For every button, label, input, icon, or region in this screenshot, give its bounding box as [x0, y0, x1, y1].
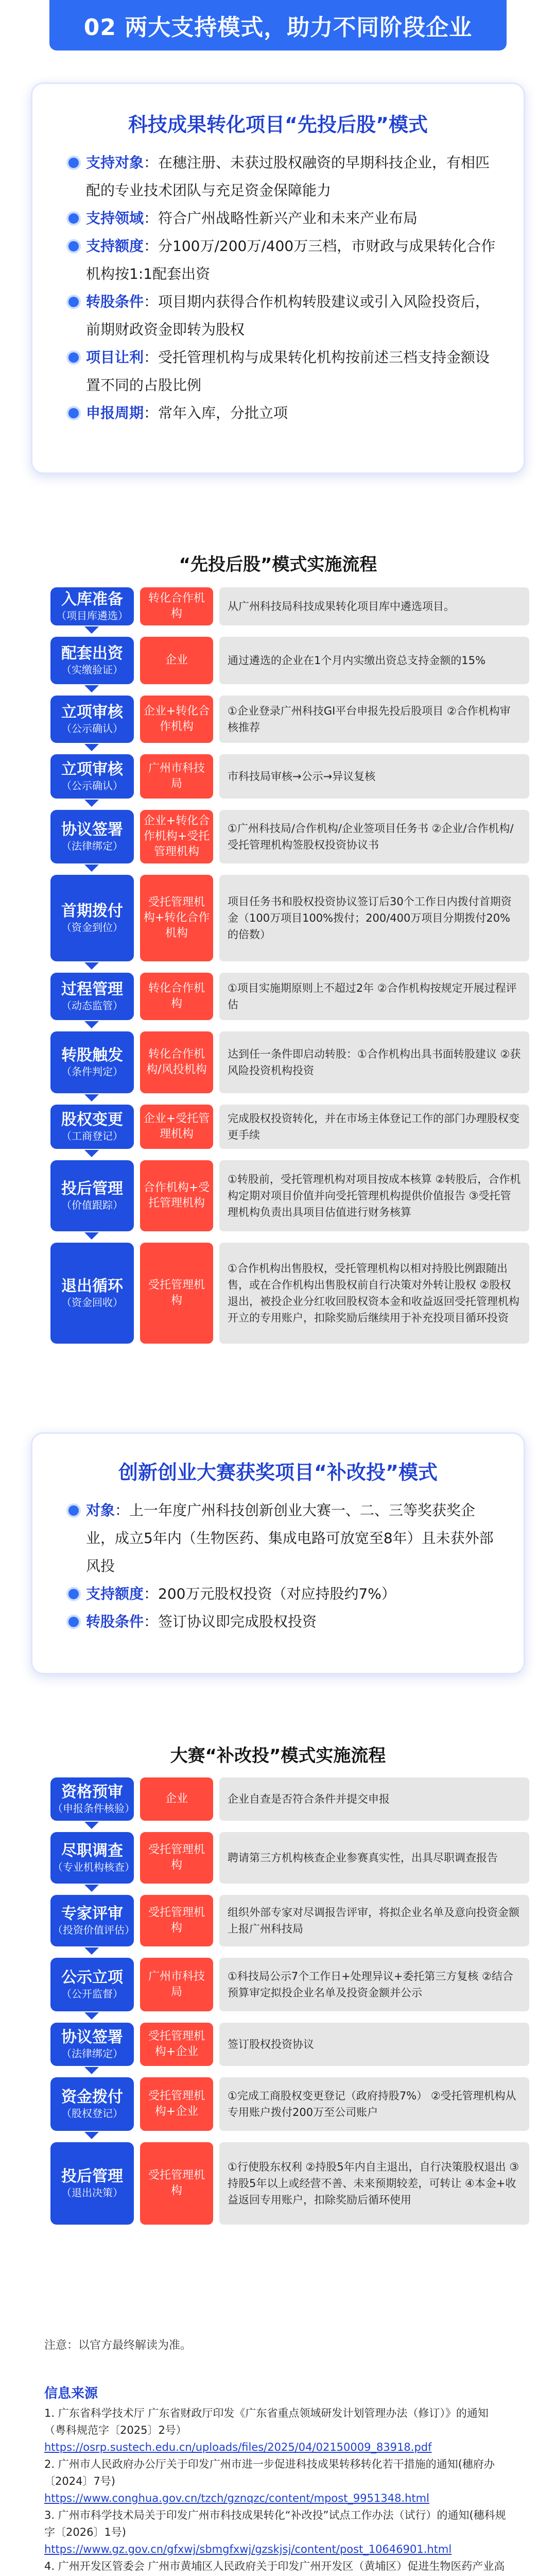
flow-step-row — [50, 810, 529, 863]
flow2-title: 大赛“补改投”模式实施流程 — [170, 1745, 386, 1766]
step-subtitle: （投资价值评估） — [53, 1924, 135, 1936]
flow-step-actor: 企业+转化合作机构+受托管理机构 — [140, 810, 213, 863]
flow-step-row — [50, 875, 529, 961]
flow-arrow-icon — [84, 1150, 99, 1157]
flow-arrow-icon — [84, 2012, 99, 2020]
flow-step-description: 达到任一条件即启动转股：①合作机构出具书面转股建议 ②获风险投资机构投资 — [219, 1031, 529, 1093]
flow-step-row — [50, 2077, 529, 2131]
step-subtitle: （工商登记） — [61, 1130, 123, 1142]
flow-step-row — [50, 1777, 529, 1821]
flow-step-badge — [50, 875, 134, 961]
flow-arrow-icon — [84, 962, 99, 970]
flow-step-badge — [50, 1832, 134, 1884]
flow-step-description: 企业自查是否符合条件并提交申报 — [219, 1777, 529, 1821]
flow-step-description: ①企业登录广州科技GI平台申报先投后股项目 ②合作机构审核推荐 — [219, 696, 529, 743]
card-title: 创新创业大赛获奖项目“补改投”模式 — [118, 1461, 438, 1484]
sources-list — [44, 2405, 508, 2576]
flow-arrow-icon — [84, 2067, 99, 2074]
step-subtitle: （公开监督） — [61, 1988, 123, 2000]
flow-step-row — [50, 1105, 529, 1149]
flow-step-badge — [50, 2077, 134, 2131]
step-subtitle: （申报条件核验） — [53, 1802, 135, 1815]
bullet-text: ：符合广州战略性新兴产业和未来产业布局 — [144, 210, 418, 227]
source-link[interactable]: https://www.conghua.gov.cn/tzch/gznqzc/content/mpost_9951348.html — [44, 2492, 429, 2504]
card-award-invest — [31, 1432, 525, 1674]
step-subtitle: （专业机构核查） — [53, 1861, 135, 1873]
step-subtitle: （法律绑定） — [61, 840, 123, 852]
flow-step-row — [50, 1160, 529, 1231]
flow-step-badge — [50, 973, 134, 1020]
source-text: 3. 广州市科学技术局关于印发广州市科技成果转化“补改投”试点工作办法（试行）的通知(穗科规字〔2026〕1号) — [44, 2509, 506, 2538]
flow-step-badge — [50, 2142, 134, 2225]
flow-step-actor: 企业 — [140, 1777, 213, 1821]
flow-step-badge — [50, 754, 134, 799]
flow-step-description: ①转股前，受托管理机构对项目按成本核算 ②转股后，合作机构定期对项目价值并向受托管理机构提供价值报告 ③受托管理机构负责出具项目估值进行财务核算 — [219, 1160, 529, 1231]
flow-arrow-icon — [84, 2132, 99, 2139]
step-subtitle: （实缴验证） — [61, 664, 123, 676]
step-name: 配套出资 — [61, 645, 123, 663]
step-subtitle: （资金到位） — [61, 921, 123, 934]
card-title: 科技成果转化项目“先投后股”模式 — [128, 113, 428, 136]
bullet-list — [68, 1497, 503, 1636]
step-subtitle: （股权登记） — [61, 2107, 123, 2120]
step-name: 转股触发 — [61, 1046, 123, 1064]
flow-step-badge — [50, 2023, 134, 2066]
sources-title: 信息来源 — [44, 2386, 98, 2401]
bullet-item — [68, 149, 503, 205]
flow-arrow-icon — [84, 1947, 99, 1955]
step-subtitle: （公示确认） — [61, 779, 123, 792]
bullet-item — [68, 1497, 503, 1580]
bullet-key: 申报周期 — [86, 404, 144, 421]
bullet-key: 支持对象 — [86, 154, 144, 171]
step-name: 专家评审 — [61, 1905, 123, 1923]
step-name: 公示立项 — [61, 1969, 123, 1987]
step-name: 立项审核 — [61, 760, 123, 778]
flow-arrow-icon — [84, 1021, 99, 1028]
flow-step-row — [50, 1958, 529, 2011]
bullet-key: 转股条件 — [86, 1613, 144, 1630]
bullet-item — [68, 232, 503, 288]
bullet-item — [68, 205, 503, 232]
flow-step-row — [50, 2023, 529, 2066]
flow-step-description: ①科技局公示7个工作日+处理异议+委托第三方复核 ②结合预算审定拟投企业名单及投资金额并公示 — [219, 1958, 529, 2011]
disclaimer-note: 注意：以官方最终解读为准。 — [44, 2339, 192, 2352]
flow-step-actor: 受托管理机构 — [140, 1895, 213, 1946]
flow-step-actor: 受托管理机构 — [140, 2142, 213, 2225]
flow-step-row — [50, 973, 529, 1020]
bullet-key: 支持额度 — [86, 238, 144, 255]
bullet-text: ：受托管理机构与成果转化机构按前述三档支持金额设置不同的占股比例 — [86, 349, 490, 394]
flow-step-row — [50, 587, 529, 625]
step-subtitle: （法律绑定） — [61, 2047, 123, 2060]
bullet-item — [68, 1608, 503, 1636]
source-text: 4. 广州开发区管委会 广州市黄埔区人民政府关于印发广州开发区（黄埔区）促进生物医药产业高 — [44, 2560, 505, 2572]
flow-arrow-icon — [84, 1822, 99, 1829]
flow-step-description: ①完成工商股权变更登记（政府持股7%） ②受托管理机构从专用账户拨付200万至公司账户 — [219, 2077, 529, 2131]
flow-step-row — [50, 637, 529, 684]
card-first-invest — [31, 82, 525, 474]
flow-step-actor: 企业 — [140, 637, 213, 684]
section-banner — [49, 0, 507, 50]
banner-title: 02 两大支持模式，助力不同阶段企业 — [83, 14, 473, 41]
flow-step-actor: 广州市科技局 — [140, 1958, 213, 2011]
bullet-item — [68, 288, 503, 344]
flow-step-description: 项目任务书和股权投资协议签订后30个工作日内拨付首期资金（100万项目100%拨付；200/400万项目分期拨付20%的倍数） — [219, 875, 529, 961]
flow-step-description: 从广州科技局科技成果转化项目库中遴选项目。 — [219, 587, 529, 625]
flow-step-actor: 受托管理机构+企业 — [140, 2077, 213, 2131]
source-link[interactable]: https://osrp.sustech.edu.cn/uploads/files/2025/04/02150009_83918.pdf — [44, 2441, 432, 2453]
flow-step-description: 签订股权投资协议 — [219, 2023, 529, 2066]
step-name: 协议签署 — [61, 821, 123, 839]
bullet-key: 转股条件 — [86, 293, 144, 310]
flow-arrow-icon — [84, 1094, 99, 1101]
bullet-text: ：常年入库，分批立项 — [144, 404, 288, 421]
flow-step-description: ①行使股东权利 ②持股5年内自主退出，自行决策股权退出 ③持股5年以上或经营不善、未来预期较差，可转让 ④本金+收益返回专用账户，扣除奖励后循环使用 — [219, 2142, 529, 2225]
flow-step-description: 通过遴选的企业在1个月内实缴出资总支持金额的15% — [219, 637, 529, 684]
step-name: 尽职调查 — [61, 1842, 123, 1860]
flow-arrow-icon — [84, 744, 99, 751]
bullet-key: 项目让利 — [86, 349, 144, 366]
bullet-item — [68, 1580, 503, 1608]
flow-step-actor: 受托管理机构+企业 — [140, 2023, 213, 2066]
flow-step-badge — [50, 587, 134, 625]
step-name: 立项审核 — [61, 703, 123, 721]
flow-step-row — [50, 1895, 529, 1946]
flow-step-actor: 转化合作机构 — [140, 973, 213, 1020]
flow-step-description: 完成股权投资转化，并在市场主体登记工作的部门办理股权变更手续 — [219, 1105, 529, 1149]
bullet-list — [68, 149, 503, 427]
flow-arrow-icon — [84, 800, 99, 807]
step-subtitle: （价值跟踪） — [61, 1199, 123, 1211]
flow-step-row — [50, 696, 529, 743]
flow-step-badge — [50, 1031, 134, 1093]
flow-step-badge — [50, 810, 134, 863]
flow-step-badge — [50, 1160, 134, 1231]
flow-arrow-icon — [84, 1885, 99, 1892]
step-name: 退出循环 — [61, 1277, 123, 1295]
flow-step-description: 聘请第三方机构核查企业参赛真实性，出具尽职调查报告 — [219, 1832, 529, 1884]
step-name: 资格预审 — [61, 1783, 123, 1801]
step-name: 过程管理 — [61, 980, 123, 998]
step-name: 首期拨付 — [61, 902, 123, 920]
bullet-text: ：在穗注册、未获过股权融资的早期科技企业，有相匹配的专业技术团队与充足资金保障能力 — [86, 154, 490, 199]
step-name: 投后管理 — [61, 2167, 123, 2185]
bullet-key: 支持领域 — [86, 210, 144, 227]
bullet-text: ：签订协议即完成股权投资 — [144, 1613, 317, 1630]
step-subtitle: （条件判定） — [61, 1065, 123, 1078]
source-text: 1. 广东省科学技术厅 广东省财政厅印发《广东省重点领域研发计划管理办法（修订）》的通知（粤科规范字〔2025〕2号） — [44, 2407, 489, 2436]
flow-step-description: 组织外部专家对尽调报告评审，将拟企业名单及意向投资金额上报广州科技局 — [219, 1895, 529, 1946]
bullet-key: 对象 — [86, 1502, 115, 1519]
flow-step-description: ①合作机构出售股权，受托管理机构以相对持股比例跟随出售，或在合作机构出售股权前自行决策对外转让股权 ②股权退出，被投企业分红收回股权资本金和收益返回受托管理机构开立的专用账户，扣除奖励后继续用于补充投项目循环投资 — [219, 1243, 529, 1344]
flow-step-badge — [50, 1105, 134, 1149]
flow-step-badge — [50, 1243, 134, 1344]
flow-step-actor: 转化合作机构 — [140, 587, 213, 625]
flow-step-description: ①项目实施期原则上不超过2年 ②合作机构按规定开展过程评估 — [219, 973, 529, 1020]
flow-arrow-icon — [84, 865, 99, 872]
flow-step-badge — [50, 1777, 134, 1821]
bullet-text: ：200万元股权投资（对应持股约7%） — [144, 1585, 396, 1602]
flow-step-actor: 企业+转化合作机构 — [140, 696, 213, 743]
step-subtitle: （退出决策） — [61, 2187, 123, 2199]
flow-step-actor: 合作机构+受托管理机构 — [140, 1160, 213, 1231]
step-name: 资金拨付 — [61, 2088, 123, 2106]
flow-step-row — [50, 1031, 529, 1093]
flow-step-row — [50, 1832, 529, 1884]
step-subtitle: （项目库遴选） — [56, 609, 128, 622]
flow-step-badge — [50, 637, 134, 684]
step-subtitle: （公示确认） — [61, 722, 123, 735]
flow-step-row — [50, 2142, 529, 2225]
flow-step-description: ①广州科技局/合作机构/企业签项目任务书 ②企业/合作机构/受托管理机构签股权投资协议书 — [219, 810, 529, 863]
flow-step-actor: 企业+受托管理机构 — [140, 1105, 213, 1149]
source-link[interactable]: https://www.gz.gov.cn/gfxwj/sbmgfxwj/gzskjsj/content/post_10646901.html — [44, 2543, 452, 2555]
flow-step-actor: 受托管理机构+转化合作机构 — [140, 875, 213, 961]
flow-arrow-icon — [84, 1232, 99, 1240]
flow-arrow-icon — [84, 685, 99, 692]
source-text: 2. 广州市人民政府办公厅关于印发广州市进一步促进科技成果转移转化若干措施的通知(穗府办〔2024〕7号) — [44, 2458, 495, 2487]
bullet-item — [68, 399, 503, 427]
source-item — [44, 2456, 508, 2507]
flow-step-badge — [50, 696, 134, 743]
step-name: 入库准备 — [61, 590, 123, 608]
source-item — [44, 2558, 508, 2576]
bullet-item — [68, 344, 503, 399]
bullet-text: ：上一年度广州科技创新创业大赛一、二、三等奖获奖企业，成立5年内（生物医药、集成电路可放宽至8年）且未获外部风投 — [86, 1502, 494, 1574]
flow-step-badge — [50, 1895, 134, 1946]
flow-step-row — [50, 754, 529, 799]
bullet-text: ：分100万/200万/400万三档，市财政与成果转化合作机构按1:1配套出资 — [86, 238, 496, 282]
source-item — [44, 2405, 508, 2456]
flow1-title: “先投后股”模式实施流程 — [179, 554, 377, 575]
flow-step-description: 市科技局审核→公示→异议复核 — [219, 754, 529, 799]
flow-step-actor: 受托管理机构 — [140, 1832, 213, 1884]
flow-step-row — [50, 1243, 529, 1344]
flow-step-actor: 广州市科技局 — [140, 754, 213, 799]
source-item — [44, 2507, 508, 2558]
step-subtitle: （动态监管） — [61, 999, 123, 1012]
bullet-text: ：项目期内获得合作机构转股建议或引入风险投资后，前期财政资金即转为股权 — [86, 293, 490, 338]
step-name: 股权变更 — [61, 1111, 123, 1129]
flow-step-actor: 转化合作机构/风投机构 — [140, 1031, 213, 1093]
bullet-key: 支持额度 — [86, 1585, 144, 1602]
flow-arrow-icon — [84, 626, 99, 634]
flow-step-actor: 受托管理机构 — [140, 1243, 213, 1344]
step-name: 协议签署 — [61, 2028, 123, 2046]
step-subtitle: （资金回收） — [61, 1296, 123, 1309]
step-name: 投后管理 — [61, 1180, 123, 1198]
flow-step-badge — [50, 1958, 134, 2011]
